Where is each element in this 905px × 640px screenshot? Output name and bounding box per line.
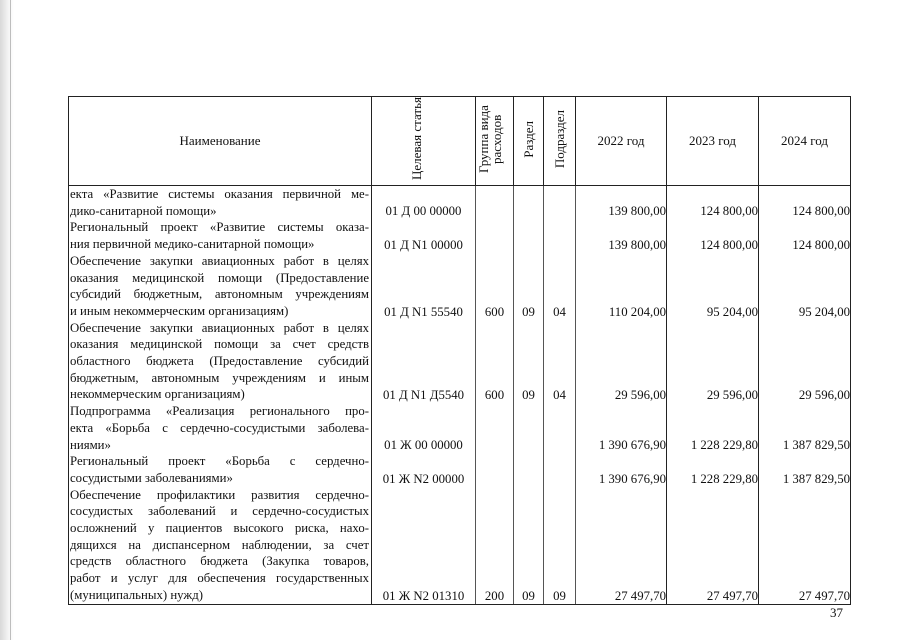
row-subsection — [544, 186, 576, 220]
row-section — [514, 253, 544, 320]
row-target-article-value: 01 Ж N2 00000 — [382, 471, 465, 486]
header-year-2024: 2024 год — [759, 97, 851, 186]
row-subsection-value: 04 — [553, 304, 566, 319]
row-name-line: оказания медицинской помощи (Предоставление — [70, 270, 369, 285]
row-expense-group — [476, 320, 514, 404]
row-subsection-value: 09 — [553, 588, 566, 603]
row-amount-2024-value: 1 387 829,50 — [782, 471, 850, 486]
row-amount-2022-value: 110 204,00 — [608, 304, 666, 319]
row-amount-2024 — [759, 320, 851, 404]
row-amount-2022-value: 29 596,00 — [614, 388, 666, 403]
row-name-line: средств областного бюджета (Закупка товаров, — [70, 554, 369, 569]
row-amount-2023 — [667, 453, 759, 486]
table-body — [69, 186, 851, 605]
scan-edge — [0, 0, 14, 640]
row-subsection — [544, 253, 576, 320]
row-amount-2024 — [759, 219, 851, 252]
row-subsection — [544, 403, 576, 453]
row-name-line: осложнений у пациентов высокого риска, нахо- — [70, 521, 369, 536]
row-amount-2022-value: 27 497,70 — [614, 588, 666, 603]
budget-sheet — [68, 96, 850, 605]
row-expense-group-value: 600 — [484, 388, 505, 403]
row-amount-2022-value: 139 800,00 — [608, 237, 666, 252]
row-amount-2024 — [759, 487, 851, 604]
row-name-cell — [69, 487, 372, 604]
row-amount-2024-value: 1 387 829,50 — [782, 438, 850, 453]
row-amount-2024 — [759, 403, 851, 453]
row-amount-2022 — [576, 186, 667, 220]
row-expense-group — [476, 487, 514, 604]
row-amount-2024 — [759, 186, 851, 220]
row-name-line: некоммерческим организациям) — [70, 387, 245, 402]
row-target-article — [372, 253, 476, 320]
row-amount-2023-value: 124 800,00 — [700, 204, 758, 219]
row-name-line: (муниципальных) нужд) — [70, 587, 204, 602]
row-amount-2023 — [667, 403, 759, 453]
row-amount-2023-value: 124 800,00 — [700, 237, 758, 252]
row-amount-2023 — [667, 487, 759, 604]
row-name-line: Обеспечение закупки авиационных работ в целях — [70, 320, 369, 335]
table-row — [69, 219, 851, 252]
header-name: Наименование — [69, 97, 372, 186]
row-name-line: екта «Развитие системы оказания первичной ме- — [70, 187, 369, 201]
row-name-line: бюджетным, автономным учреждениям и иным — [70, 370, 369, 385]
row-amount-2022-value: 139 800,00 — [608, 204, 666, 219]
row-amount-2024-value: 95 204,00 — [798, 304, 850, 319]
row-name-cell — [69, 320, 372, 404]
row-section — [514, 320, 544, 404]
row-amount-2023-value: 1 228 229,80 — [690, 438, 758, 453]
row-section — [514, 219, 544, 252]
table-row — [69, 253, 851, 320]
row-subsection — [544, 219, 576, 252]
row-amount-2023 — [667, 320, 759, 404]
row-target-article — [372, 487, 476, 604]
row-name-line: Обеспечение закупки авиационных работ в целях — [70, 253, 369, 268]
row-name-line: сосудистых заболеваний и сердечно-сосудистых — [70, 504, 369, 519]
row-section — [514, 403, 544, 453]
row-amount-2023-value: 95 204,00 — [706, 304, 758, 319]
row-target-article — [372, 186, 476, 220]
row-expense-group — [476, 186, 514, 220]
row-name-line: Региональный проект «Развитие системы оказа- — [70, 220, 369, 235]
row-expense-group — [476, 253, 514, 320]
table-row — [69, 403, 851, 453]
row-amount-2024-value: 29 596,00 — [798, 388, 850, 403]
row-amount-2023 — [667, 253, 759, 320]
row-name-line: и иным некоммерческим организациям) — [70, 303, 289, 318]
row-amount-2023-value: 1 228 229,80 — [690, 471, 758, 486]
row-expense-group-value: 600 — [484, 304, 505, 319]
row-target-article-value: 01 Д N1 55540 — [384, 304, 463, 319]
row-section-value: 09 — [522, 588, 535, 603]
row-target-article-value: 01 Д N1 Д5540 — [382, 388, 465, 403]
table-row — [69, 320, 851, 404]
row-amount-2024 — [759, 253, 851, 320]
row-name-line: субсидий бюджетным, автономным учреждениям — [70, 287, 369, 302]
header-expense-group: Группа вида расходов — [476, 97, 514, 186]
table-row — [69, 453, 851, 486]
row-name-cell — [69, 403, 372, 453]
row-amount-2023-value: 29 596,00 — [706, 388, 758, 403]
row-expense-group — [476, 453, 514, 486]
row-target-article — [372, 219, 476, 252]
table-row — [69, 186, 851, 220]
row-name-line: екта «Борьба с сердечно-сосудистыми заболева- — [70, 420, 369, 435]
row-target-article — [372, 320, 476, 404]
row-name-line: ниями» — [70, 437, 111, 452]
row-amount-2024-value: 124 800,00 — [792, 237, 850, 252]
row-name-line: дящихся на диспансерном наблюдении, за счет — [70, 537, 369, 552]
row-amount-2022-value: 1 390 676,90 — [598, 438, 666, 453]
row-name-line: работ и услуг для обеспечения государственных — [70, 571, 369, 586]
row-name-line: оказания медицинской помощи за счет средств — [70, 337, 369, 352]
row-name-line: дико-санитарной помощи» — [70, 203, 217, 218]
row-section — [514, 453, 544, 486]
row-name-line: областного бюджета (Предоставление субсидий — [70, 354, 369, 369]
row-target-article-value: 01 Д N1 00000 — [384, 237, 463, 252]
row-name-line: сосудистыми заболеваниями» — [70, 470, 233, 485]
row-amount-2023 — [667, 186, 759, 220]
row-name-cell — [69, 219, 372, 252]
scan-fold-line — [10, 0, 11, 640]
row-name-cell — [69, 453, 372, 486]
row-amount-2022 — [576, 487, 667, 604]
header-subsection: Подраздел — [544, 97, 576, 186]
row-target-article-value: 01 Ж N2 01310 — [382, 588, 465, 603]
budget-table — [68, 96, 851, 605]
row-name-line: Подпрограмма «Реализация регионального про- — [70, 404, 369, 419]
header-target-article: Целевая статья — [372, 97, 476, 186]
row-subsection — [544, 487, 576, 604]
row-name-line: Региональный проект «Борьба с сердечно- — [70, 454, 369, 469]
row-amount-2023-value: 27 497,70 — [706, 588, 758, 603]
header-year-2023: 2023 год — [667, 97, 759, 186]
table-row — [69, 487, 851, 604]
row-amount-2024 — [759, 453, 851, 486]
row-name-cell — [69, 253, 372, 320]
row-target-article — [372, 453, 476, 486]
row-amount-2023 — [667, 219, 759, 252]
table-header-row — [69, 97, 851, 186]
row-expense-group — [476, 219, 514, 252]
row-name-cell — [69, 186, 372, 220]
row-section — [514, 487, 544, 604]
row-name-line: ния первичной медико-санитарной помощи» — [70, 237, 315, 252]
row-amount-2022 — [576, 453, 667, 486]
row-subsection-value: 04 — [553, 388, 566, 403]
row-amount-2022 — [576, 253, 667, 320]
header-year-2022: 2022 год — [576, 97, 667, 186]
row-amount-2024-value: 27 497,70 — [798, 588, 850, 603]
row-amount-2022 — [576, 320, 667, 404]
row-section-value: 09 — [522, 388, 535, 403]
row-subsection — [544, 453, 576, 486]
row-expense-group-value: 200 — [484, 588, 505, 603]
row-amount-2024-value: 124 800,00 — [792, 204, 850, 219]
header-section: Раздел — [514, 97, 544, 186]
row-target-article — [372, 403, 476, 453]
row-amount-2022-value: 1 390 676,90 — [598, 471, 666, 486]
page-number: 37 — [830, 605, 843, 620]
row-amount-2022 — [576, 403, 667, 453]
row-subsection — [544, 320, 576, 404]
row-target-article-value: 01 Ж 00 00000 — [384, 438, 463, 453]
row-section — [514, 186, 544, 220]
row-name-line: Обеспечение профилактики развития сердечно- — [70, 487, 369, 502]
row-target-article-value: 01 Д 00 00000 — [385, 204, 462, 219]
row-expense-group — [476, 403, 514, 453]
row-amount-2022 — [576, 219, 667, 252]
row-section-value: 09 — [522, 304, 535, 319]
